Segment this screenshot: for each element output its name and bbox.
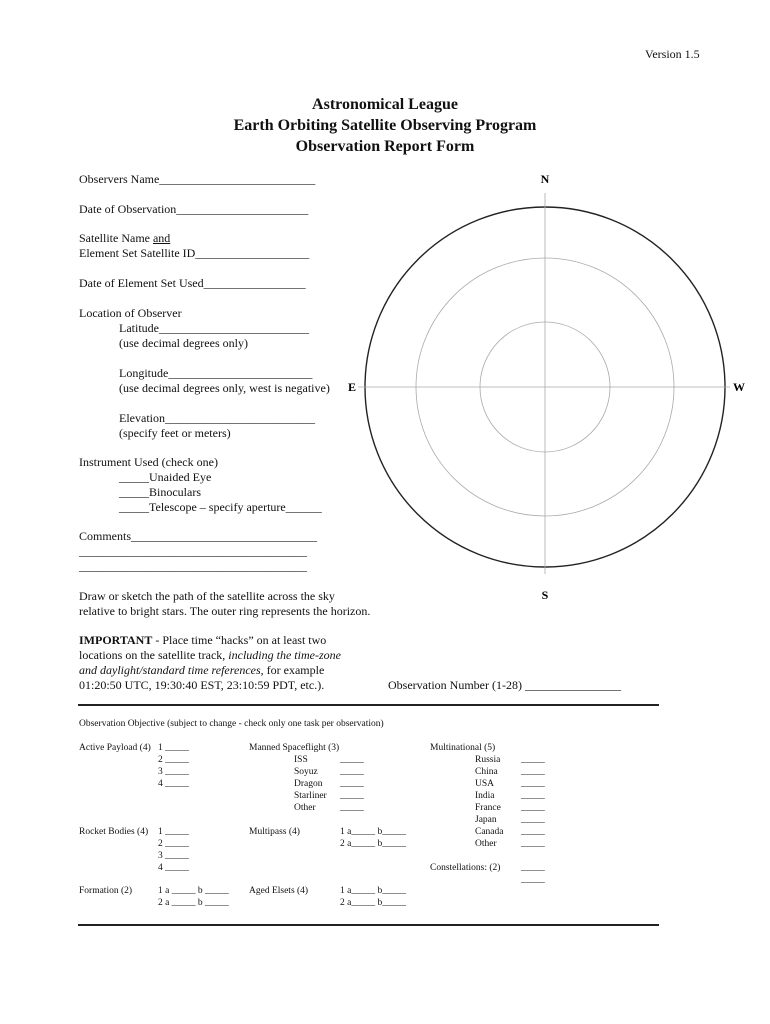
multinational-item-usa: USA [475, 779, 495, 789]
constellations-blank-1[interactable]: _____ [521, 863, 545, 873]
formation-label: Formation (2) [79, 886, 133, 896]
manned-blank-dragon[interactable]: _____ [340, 779, 364, 789]
observation-number-field[interactable]: Observation Number (1-28) ________________ [388, 678, 621, 692]
multinational-blank-usa[interactable]: _____ [521, 779, 545, 789]
telescope-option[interactable]: _____Telescope – specify aperture______ [119, 500, 322, 514]
manned-item-soyuz: Soyuz [294, 767, 318, 777]
manned-item-iss: ISS [294, 755, 308, 765]
manned-spaceflight-label: Manned Spaceflight (3) [249, 743, 340, 753]
important-line-4: 01:20:50 UTC, 19:30:40 EST, 23:10:59 PDT, etc.). [79, 678, 325, 692]
longitude-field[interactable]: Longitude________________________ [119, 366, 313, 380]
manned-blank-soyuz[interactable]: _____ [340, 767, 364, 777]
south-label: S [541, 588, 549, 602]
multinational-blank-russia[interactable]: _____ [521, 755, 545, 765]
important-line-1-rest: - Place time “hacks” on at least two [152, 633, 327, 647]
satellite-name-prefix: Satellite Name [79, 231, 153, 245]
important-line-3-a: and daylight/standard time references [79, 663, 261, 677]
multinational-item-japan: Japan [475, 815, 497, 825]
longitude-note: (use decimal degrees only, west is negative) [119, 381, 330, 395]
multinational-label: Multinational (5) [430, 743, 496, 753]
multinational-blank-canada[interactable]: _____ [521, 827, 545, 837]
title-line-2: Earth Orbiting Satellite Observing Program [233, 117, 537, 134]
west-label: W [733, 380, 745, 394]
location-label: Location of Observer [79, 306, 182, 320]
comments-line-3[interactable]: ______________________________________ [79, 559, 307, 573]
important-line-2 [79, 648, 341, 663]
active-payload-item-1[interactable]: 1 _____ [158, 743, 189, 753]
north-label: N [540, 172, 550, 186]
important-line-3-b: , for example [260, 663, 325, 677]
multipass-label: Multipass (4) [249, 827, 300, 837]
manned-blank-other[interactable]: _____ [340, 803, 364, 813]
aged-elsets-item-1[interactable]: 1 a_____ b_____ [340, 886, 406, 896]
multipass-item-2[interactable]: 2 a_____ b_____ [340, 839, 406, 849]
version-label: Version 1.5 [645, 47, 700, 61]
title-line-1: Astronomical League [312, 96, 458, 113]
instrument-label: Instrument Used (check one) [79, 455, 218, 469]
manned-item-other: Other [294, 803, 316, 813]
multinational-item-france: France [475, 803, 501, 813]
active-payload-item-2[interactable]: 2 _____ [158, 755, 189, 765]
rocket-bodies-item-4[interactable]: 4 _____ [158, 863, 189, 873]
manned-item-dragon: Dragon [294, 779, 323, 789]
multinational-item-other: Other [475, 839, 497, 849]
unaided-eye-option[interactable]: _____Unaided Eye [119, 470, 212, 484]
objectives-heading: Observation Objective (subject to change - check only one task per observation) [79, 719, 384, 729]
formation-item-2[interactable]: 2 a _____ b _____ [158, 898, 229, 908]
manned-item-starliner: Starliner [294, 791, 327, 801]
rocket-bodies-item-2[interactable]: 2 _____ [158, 839, 189, 849]
active-payload-item-3[interactable]: 3 _____ [158, 767, 189, 777]
divider-top [78, 704, 659, 706]
satellite-name-label [79, 231, 170, 246]
active-payload-item-4[interactable]: 4 _____ [158, 779, 189, 789]
rocket-bodies-label: Rocket Bodies (4) [79, 827, 149, 837]
title-line-3: Observation Report Form [295, 138, 475, 155]
rocket-bodies-item-1[interactable]: 1 _____ [158, 827, 189, 837]
important-line-2-a: locations on the satellite track, [79, 648, 229, 662]
multinational-item-india: India [475, 791, 495, 801]
multinational-item-china: China [475, 767, 498, 777]
rocket-bodies-item-3[interactable]: 3 _____ [158, 851, 189, 861]
multinational-blank-china[interactable]: _____ [521, 767, 545, 777]
important-line-2-b: including the time-zone [228, 648, 341, 662]
draw-instruction-line-1: Draw or sketch the path of the satellite across the sky [79, 589, 335, 603]
binoculars-option[interactable]: _____Binoculars [119, 485, 201, 499]
manned-blank-iss[interactable]: _____ [340, 755, 364, 765]
multinational-blank-india[interactable]: _____ [521, 791, 545, 801]
multipass-item-1[interactable]: 1 a_____ b_____ [340, 827, 406, 837]
constellations-label: Constellations: (2) [430, 863, 501, 873]
latitude-note: (use decimal degrees only) [119, 336, 248, 350]
important-label: IMPORTANT [79, 633, 153, 647]
comments-line-2[interactable]: ______________________________________ [79, 544, 307, 558]
multinational-blank-japan[interactable]: _____ [521, 815, 545, 825]
formation-item-1[interactable]: 1 a _____ b _____ [158, 886, 229, 896]
elevation-field[interactable]: Elevation_________________________ [119, 411, 315, 425]
important-line-1 [79, 633, 326, 648]
active-payload-label: Active Payload (4) [79, 743, 151, 753]
east-label: E [347, 380, 357, 394]
multinational-item-canada: Canada [475, 827, 504, 837]
date-element-set-field[interactable]: Date of Element Set Used_________________ [79, 276, 306, 290]
sky-chart[interactable] [340, 165, 760, 605]
elevation-note: (specify feet or meters) [119, 426, 231, 440]
aged-elsets-item-2[interactable]: 2 a_____ b_____ [340, 898, 406, 908]
divider-bottom [78, 924, 659, 926]
multinational-blank-other[interactable]: _____ [521, 839, 545, 849]
constellations-blank-2[interactable]: _____ [521, 875, 545, 885]
satellite-name-and: and [152, 231, 171, 245]
observers-name-field[interactable]: Observers Name__________________________ [79, 172, 316, 186]
multinational-item-russia: Russia [475, 755, 501, 765]
important-line-3 [79, 663, 324, 678]
date-of-observation-field[interactable]: Date of Observation______________________ [79, 202, 309, 216]
manned-blank-starliner[interactable]: _____ [340, 791, 364, 801]
aged-elsets-label: Aged Elsets (4) [249, 886, 309, 896]
latitude-field[interactable]: Latitude_________________________ [119, 321, 309, 335]
element-set-id-field[interactable]: Element Set Satellite ID___________________ [79, 246, 310, 260]
multinational-blank-france[interactable]: _____ [521, 803, 545, 813]
draw-instruction-line-2: relative to bright stars. The outer ring represents the horizon. [79, 604, 371, 618]
comments-field[interactable]: Comments_______________________________ [79, 529, 318, 543]
